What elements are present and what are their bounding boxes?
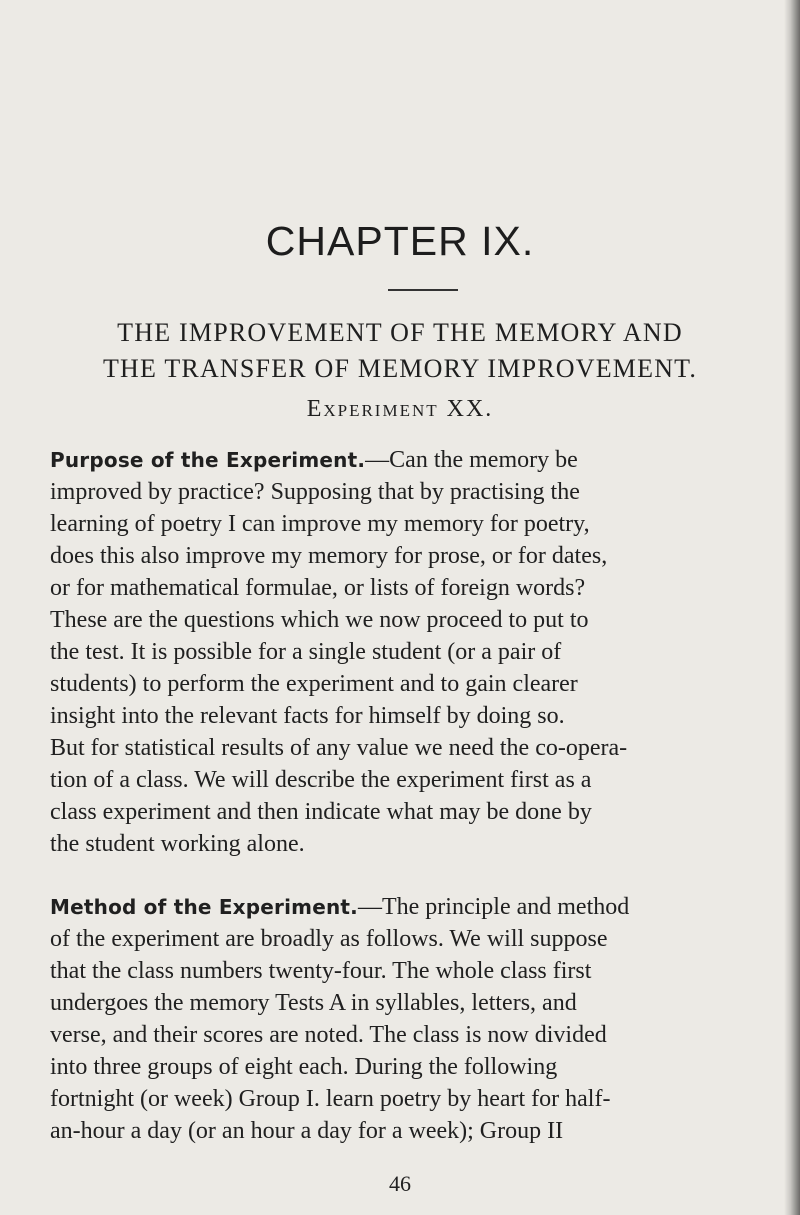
paragraph-line: into three groups of eight each. During the following bbox=[50, 1054, 558, 1080]
paragraph-line: of the experiment are broadly as follows. We will suppose bbox=[50, 926, 608, 952]
section-title-line-2: THE TRANSFER OF MEMORY IMPROVEMENT. bbox=[102, 354, 698, 383]
paragraph-line: improved by practice? Supposing that by practising the bbox=[50, 479, 580, 505]
paragraph-line: But for statistical results of any value we need the co-opera- bbox=[50, 735, 628, 761]
paragraph-line: or for mathematical formulae, or lists of foreign words? bbox=[50, 575, 586, 601]
paragraph-line: does this also improve my memory for prose, or for dates, bbox=[50, 543, 608, 569]
title-divider bbox=[388, 289, 458, 291]
paragraph-line: class experiment and then indicate what may be done by bbox=[50, 799, 592, 825]
paragraph-line: an-hour a day (or an hour a day for a week); Group II bbox=[50, 1118, 564, 1144]
experiment-heading: Experiment XX. bbox=[306, 396, 494, 422]
section-title-line-1: THE IMPROVEMENT OF THE MEMORY AND bbox=[117, 318, 683, 347]
paragraph-line: learning of poetry I can improve my memory for poetry, bbox=[50, 511, 590, 537]
paragraph-line: the student working alone. bbox=[50, 831, 305, 857]
paragraph-line: Purpose of the Experiment.—Can the memory be bbox=[50, 447, 578, 473]
paragraph-line: insight into the relevant facts for himself by doing so. bbox=[50, 703, 565, 729]
paragraph-line: students) to perform the experiment and to gain clearer bbox=[50, 671, 578, 697]
paragraph-line: Method of the Experiment.—The principle and method bbox=[50, 894, 630, 920]
paragraph-line: verse, and their scores are noted. The class is now divided bbox=[50, 1022, 607, 1048]
paragraph-line: undergoes the memory Tests A in syllables, letters, and bbox=[50, 990, 577, 1016]
paragraph-lead-purpose: Purpose of the Experiment. bbox=[50, 448, 366, 472]
paragraph-line: the test. It is possible for a single student (or a pair of bbox=[50, 639, 562, 665]
paragraph-lead-method: Method of the Experiment. bbox=[50, 895, 358, 919]
paragraph-line: tion of a class. We will describe the experiment first as a bbox=[50, 767, 592, 793]
paragraph-line: that the class numbers twenty-four. The whole class first bbox=[50, 958, 592, 984]
paragraph-line: fortnight (or week) Group I. learn poetry by heart for half- bbox=[50, 1086, 611, 1112]
page-edge-shadow bbox=[784, 0, 800, 1215]
chapter-title: CHAPTER IX. bbox=[265, 218, 535, 264]
paragraph-line: These are the questions which we now proceed to put to bbox=[50, 607, 589, 633]
page-number: 46 bbox=[389, 1171, 411, 1196]
section-title bbox=[0, 315, 800, 387]
